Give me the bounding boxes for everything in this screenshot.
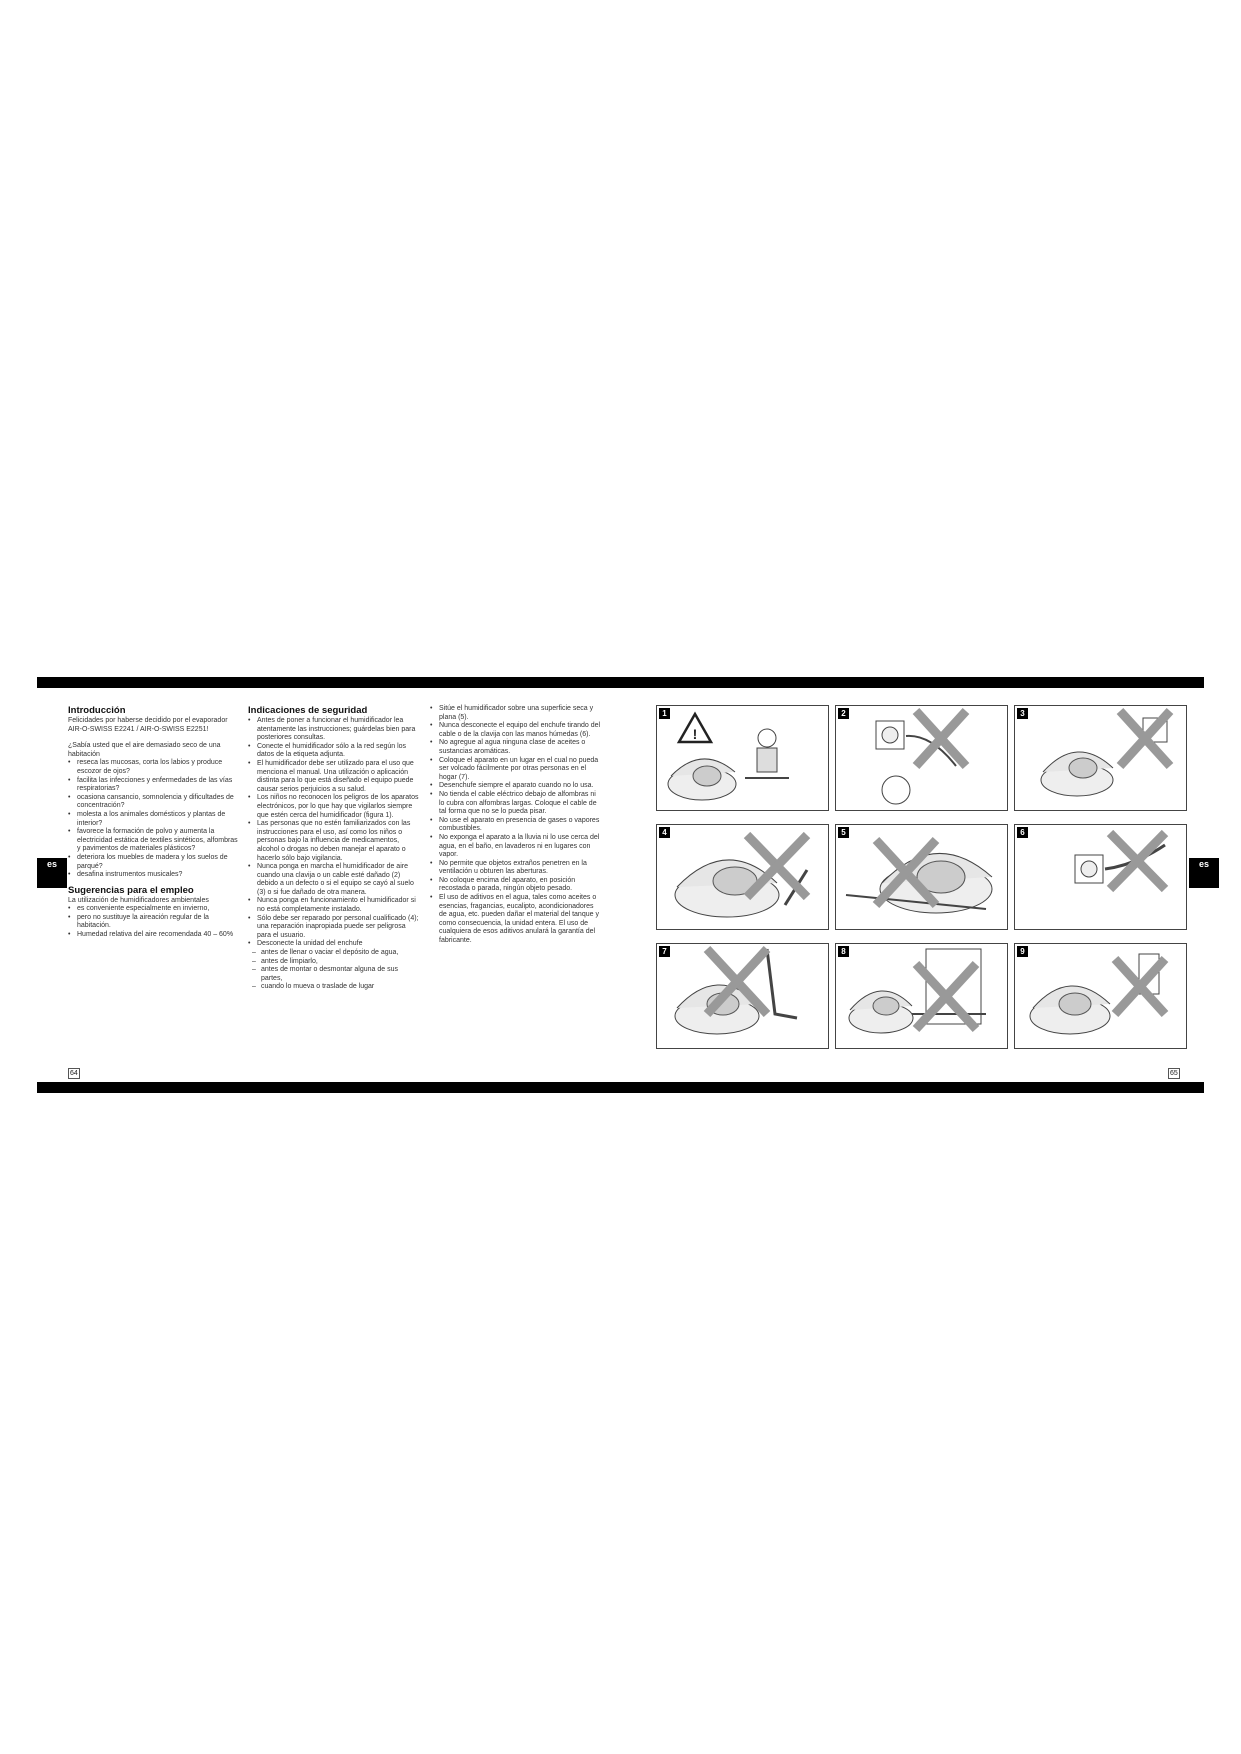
list-item: – antes de llenar o vaciar el depósito de agua, <box>252 949 420 958</box>
list-item: • El humidificador debe ser utilizado para el uso que menciona el manual. Una utilización o aplicación distinta para lo que está diseñado el equipo puede causar serios perjuicios a su salud. <box>248 760 420 794</box>
list-item: • Coloque el aparato en un lugar en el cual no pueda ser volcado fácilmente por otras personas en el hogar (7). <box>430 757 602 783</box>
figure-7 <box>656 943 829 1049</box>
list-item: • No exponga el aparato a la lluvia ni lo use cerca del agua, en el baño, en lavaderos ni en lugares con vapor. <box>430 834 602 860</box>
suggestions-heading: Sugerencias para el empleo <box>68 884 194 896</box>
list-item: • No use el aparato en presencia de gases o vapores combustibles. <box>430 817 602 834</box>
page-number-right: 65 <box>1170 1070 1178 1077</box>
list-item: • ocasiona cansancio, somnolencia y dificultades de concentración? <box>68 794 240 811</box>
list-item: • Nunca ponga en marcha el humidificador de aire cuando una clavija o un cable esté dañado (2) debido a un defecto o si el equipo se cayó al suelo (3) o si fue dañado de otra manera. <box>248 863 420 897</box>
list-item: • molesta a los animales domésticos y plantas de interior? <box>68 811 240 828</box>
figure-number: 1 <box>659 708 670 719</box>
language-tab-left: es <box>37 858 67 888</box>
safety-continued-list <box>430 705 602 946</box>
list-item: • No permite que objetos extraños penetren en la ventilación u obturen las aberturas. <box>430 860 602 877</box>
list-item: • Nunca ponga en funcionamiento el humidificador si no está completamente instalado. <box>248 897 420 914</box>
list-item: • desafina instrumentos musicales? <box>68 871 240 880</box>
safety-continued-column <box>430 705 602 946</box>
figure-2 <box>835 705 1008 811</box>
suggestions-list <box>68 905 240 939</box>
figure-number: 9 <box>1017 946 1028 957</box>
list-item: • El uso de aditivos en el agua, tales como aceites o esencias, fragancias, eucalipto, acondicionadores de agua, etc. pueden dañar el material del tanque y como consecuencia, la unidad entera. El uso de cualquiera de esos aditivos anulará la garantía del fabricante. <box>430 894 602 946</box>
figure-1 <box>656 705 829 811</box>
list-item: – antes de montar o desmontar alguna de sus partes, <box>252 966 420 983</box>
language-tab-right: es <box>1189 858 1219 888</box>
list-item: • Sitúe el humidificador sobre una superficie seca y plana (5). <box>430 705 602 722</box>
intro-list <box>68 759 240 879</box>
list-item: • deteriora los muebles de madera y los suelos de parqué? <box>68 854 240 871</box>
list-item: • Nunca desconecte el equipo del enchufe tirando del cable o de la clavija con las manos húmedas (6). <box>430 722 602 739</box>
unplug-list <box>248 949 420 992</box>
figure-6-illustration <box>1015 825 1186 929</box>
figure-2-illustration <box>836 706 1007 810</box>
list-item: • Sólo debe ser reparado por personal cualificado (4); una reparación inapropiada puede ser peligrosa para el usuario. <box>248 915 420 941</box>
list-item: • reseca las mucosas, corta los labios y produce escozor de ojos? <box>68 759 240 776</box>
safety-column <box>248 705 420 992</box>
bottom-black-bar <box>37 1082 1204 1093</box>
list-item: • favorece la formación de polvo y aumenta la electricidad estática de textiles sintéticos, alfombras y pavimentos de materiales plásticos? <box>68 828 240 854</box>
intro-column <box>68 705 240 940</box>
svg-text:!: ! <box>692 726 698 742</box>
figure-8-illustration <box>836 944 1007 1048</box>
figure-3 <box>1014 705 1187 811</box>
figure-number: 5 <box>838 827 849 838</box>
safety-list <box>248 717 420 949</box>
list-item: • No tienda el cable eléctrico debajo de alfombras ni lo cubra con alfombras largas. Coloque el cable de tal forma que no se lo pueda pisar. <box>430 791 602 817</box>
figure-8 <box>835 943 1008 1049</box>
list-item: • Las personas que no estén familiarizados con las instrucciones para el uso, así como los niños o personas bajo la influencia de medicamentos, alcohol o drogas no deben manejar el aparato o hacerlo sólo bajo vigilancia. <box>248 820 420 863</box>
figure-9 <box>1014 943 1187 1049</box>
list-item: – antes de limpiarlo, <box>252 958 420 967</box>
figure-number: 4 <box>659 827 670 838</box>
figure-5 <box>835 824 1008 930</box>
figure-number: 2 <box>838 708 849 719</box>
list-item: • facilita las infecciones y enfermedades de las vías respiratorias? <box>68 777 240 794</box>
list-item: • Desconecte la unidad del enchufe <box>248 940 420 949</box>
intro-paragraph: Felicidades por haberse decidido por el evaporador AIR-O-SWISS E2241 / AIR-O-SWISS E2251! <box>68 717 228 733</box>
suggestions-paragraph: La utilización de humidificadores ambientales <box>68 896 209 904</box>
top-black-bar <box>37 677 1204 688</box>
figure-4 <box>656 824 829 930</box>
figure-7-illustration <box>657 944 828 1048</box>
list-item: • Conecte el humidificador sólo a la red según los datos de la etiqueta adjunta. <box>248 743 420 760</box>
list-item: • No coloque encima del aparato, en posición recostada o parada, ningún objeto pesado. <box>430 877 602 894</box>
list-item: • Los niños no reconocen los peligros de los aparatos electrónicos, por lo que hay que vigilarlos siempre que estén cerca del humidificador (figura 1). <box>248 794 420 820</box>
figure-number: 6 <box>1017 827 1028 838</box>
figure-number: 8 <box>838 946 849 957</box>
figure-number: 3 <box>1017 708 1028 719</box>
figure-3-illustration <box>1015 706 1186 810</box>
intro-heading: Introducción <box>68 705 126 716</box>
safety-heading: Indicaciones de seguridad <box>248 705 368 716</box>
figure-number: 7 <box>659 946 670 957</box>
figure-9-illustration <box>1015 944 1186 1048</box>
list-item: – cuando lo mueva o traslade de lugar <box>252 983 420 992</box>
figure-6 <box>1014 824 1187 930</box>
figure-1-illustration <box>657 706 828 810</box>
page-number-left: 64 <box>70 1070 78 1077</box>
list-item: • es conveniente especialmente en invierno, <box>68 905 240 914</box>
list-item: • Humedad relativa del aire recomendada 40 – 60% <box>68 931 240 940</box>
figure-4-illustration <box>657 825 828 929</box>
list-item: • No agregue al agua ninguna clase de aceites o sustancias aromáticas. <box>430 739 602 756</box>
intro-question: ¿Sabía usted que el aire demasiado seco de una habitación <box>68 742 221 758</box>
list-item: • Antes de poner a funcionar el humidificador lea atentamente las instrucciones; guárdelas bien para posteriores consultas. <box>248 717 420 743</box>
figure-5-illustration <box>836 825 1007 929</box>
list-item: • Desenchufe siempre el aparato cuando no lo usa. <box>430 782 602 791</box>
list-item: • pero no sustituye la aireación regular de la habitación. <box>68 914 240 931</box>
